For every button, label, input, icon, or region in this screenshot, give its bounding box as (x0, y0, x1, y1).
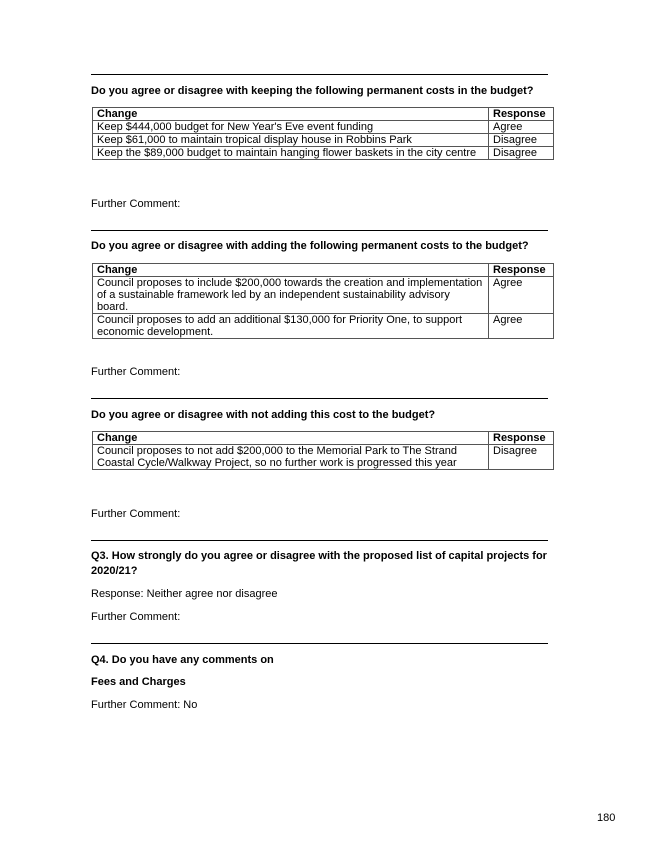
table-row (93, 277, 554, 314)
q3-question: Q3. How strongly do you agree or disagree with the proposed list of capital projects for 2020/21? (91, 550, 547, 577)
table-header-row (93, 432, 554, 445)
header-response: Response (489, 432, 554, 445)
q3-response: Response: Neither agree nor disagree (91, 588, 278, 600)
section-divider (91, 230, 548, 231)
section-3-table (92, 431, 554, 470)
table-row (93, 314, 554, 339)
q4-question: Q4. Do you have any comments on (91, 654, 274, 666)
section-divider (91, 74, 548, 75)
section-2-table (92, 263, 554, 339)
response-cell: Disagree (489, 445, 554, 470)
header-response: Response (489, 264, 554, 277)
change-cell: Council proposes to add an additional $130,000 for Priority One, to support economic development. (93, 314, 489, 339)
further-comment-label: Further Comment: (91, 611, 181, 623)
page-number: 180 (597, 812, 616, 824)
section-1-table (92, 107, 554, 160)
further-comment-label: Further Comment: (91, 508, 181, 520)
further-comment-label: Further Comment: No (91, 699, 198, 711)
response-cell: Disagree (489, 134, 554, 147)
section-3-question: Do you agree or disagree with not adding this cost to the budget? (91, 409, 436, 421)
header-response: Response (489, 108, 554, 121)
table-row (93, 147, 554, 160)
response-cell: Disagree (489, 147, 554, 160)
table-header-row (93, 108, 554, 121)
change-cell: Keep $444,000 budget for New Year's Eve event funding (93, 121, 489, 134)
change-cell: Keep $61,000 to maintain tropical display house in Robbins Park (93, 134, 489, 147)
table-row (93, 445, 554, 470)
table-header-row (93, 264, 554, 277)
change-cell: Keep the $89,000 budget to maintain hanging flower baskets in the city centre (93, 147, 489, 160)
section-divider (91, 540, 548, 541)
further-comment-label: Further Comment: (91, 198, 181, 210)
section-2-question: Do you agree or disagree with adding the following permanent costs to the budget? (91, 240, 529, 252)
further-comment-label: Further Comment: (91, 366, 181, 378)
response-cell: Agree (489, 121, 554, 134)
response-cell: Agree (489, 314, 554, 339)
table-row (93, 121, 554, 134)
section-divider (91, 643, 548, 644)
response-cell: Agree (489, 277, 554, 314)
section-divider (91, 398, 548, 399)
change-cell: Council proposes to not add $200,000 to the Memorial Park to The Strand Coastal Cycle/Walkway Project, so no further work is progressed this year (93, 445, 489, 470)
header-change: Change (93, 264, 489, 277)
change-cell: Council proposes to include $200,000 towards the creation and implementation of a sustainable framework led by an independent sustainability advisory board. (93, 277, 489, 314)
q4-subheading: Fees and Charges (91, 676, 186, 688)
table-row (93, 134, 554, 147)
header-change: Change (93, 432, 489, 445)
header-change: Change (93, 108, 489, 121)
section-1-question: Do you agree or disagree with keeping the following permanent costs in the budget? (91, 85, 534, 97)
